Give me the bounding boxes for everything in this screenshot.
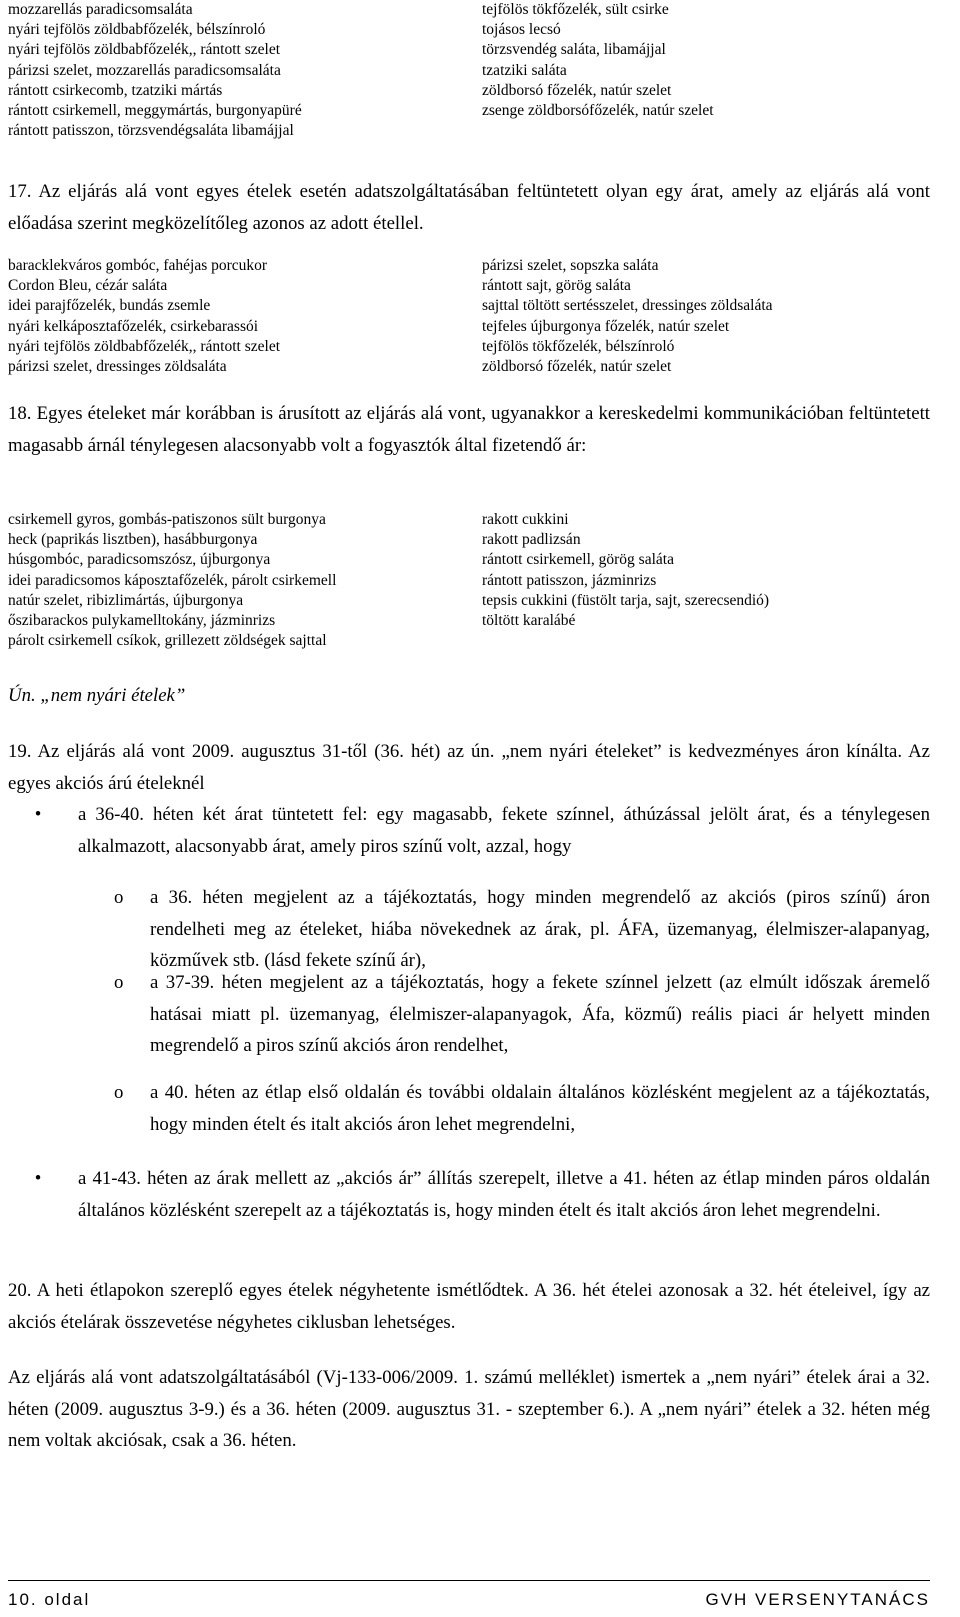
list-18-right <box>482 510 948 651</box>
list-item: nyári tejfölös zöldbabfőzelék,, rántott szelet <box>8 337 281 355</box>
list-item: rakott padlizsán <box>482 531 581 549</box>
food-list-18 <box>8 510 948 651</box>
list-item: húsgombóc, paradicsomszósz, újburgonya <box>8 551 271 569</box>
list-item: zöldborsó főzelék, natúr szelet <box>482 358 672 376</box>
section-heading: Ún. „nem nyári ételek” <box>8 685 186 706</box>
top-list-right <box>482 0 948 141</box>
list-item: zöldborsó főzelék, natúr szelet <box>482 81 672 99</box>
list-item: tejfölös tökfőzelék, bélszínroló <box>482 337 675 355</box>
top-list-left <box>8 0 482 141</box>
list-item: baracklekváros gombóc, fahéjas porcukor <box>8 257 268 274</box>
list-item: rántott sajt, görög saláta <box>482 277 631 295</box>
bullet-item <box>8 1163 930 1226</box>
list-item: heck (paprikás lisztben), hasábburgonya <box>8 531 258 549</box>
sub-bullet-item <box>8 967 930 1062</box>
circle-bullet-icon: o <box>114 1082 124 1103</box>
sub-bullet-text: a 37-39. héten megjelent az a tájékoztatás, hogy a fekete színnel jelzett (az elmúlt időszak áremelő hatásai miatt pl. üzemanyag, élelmiszer-alapanyagok, Áfa, közmű) reális piaci ár helyett minden megrendelő a piros színű akciós áron rendelhet, <box>150 972 930 1056</box>
top-food-list <box>8 0 948 141</box>
list-item: rántott csirkemell, görög saláta <box>482 551 674 569</box>
paragraph-18: 18. Egyes ételeket már korábban is árusított az eljárás alá vont, ugyanakkor a kereskedelmi kommunikációban feltüntetett magasabb árnál ténylegesen alacsonyabb volt a fogyasztók által fizetendő ár: <box>8 403 930 456</box>
paragraph-20: 20. A heti étlapokon szereplő egyes ételek négyhetente ismétlődtek. A 36. hét ételei azonosak a 32. hét ételeivel, így az akciós ételárak összevetése négyhetes ciklusban lehetséges. <box>8 1280 930 1333</box>
list-item: párizsi szelet, sopszka saláta <box>482 257 659 274</box>
sub-bullet-item <box>8 1077 930 1140</box>
list-17-left <box>8 256 482 377</box>
list-item: tepsis cukkini (füstölt tarja, sajt, szerecsendió) <box>482 591 770 609</box>
list-item: párolt csirkemell csíkok, grillezett zöldségek sajttal <box>8 632 327 650</box>
paragraph-closing: Az eljárás alá vont adatszolgáltatásából (Vj-133-006/2009. 1. számú melléklet) ismertek a „nem nyári” ételek árai a 32. héten (2009. augusztus 3-9.) és a 36. héten (2009. augusztus 31. - szeptember 6.). A „nem nyári” ételek a 32. héten még nem voltak akciósak, csak a 36. héten. <box>8 1367 930 1451</box>
list-item: rántott csirkecomb, tzatziki mártás <box>8 81 223 99</box>
bullet-text: a 41-43. héten az árak mellett az „akciós ár” állítás szerepelt, illetve a 41. héten az étlap minden páros oldalán általános közlésként szerepelt az a tájékoztatás is, hogy minden ételt és italt akciós áron lehet megrendelni. <box>78 1168 930 1221</box>
bullet-icon: • <box>34 804 42 825</box>
list-item: nyári tejfölös zöldbabfőzelék,, rántott szelet <box>8 41 281 59</box>
list-item: idei parajfőzelék, bundás zsemle <box>8 297 211 315</box>
paragraph-19: 19. Az eljárás alá vont 2009. augusztus 31-től (36. hét) az ún. „nem nyári ételeket” is kedvezményes áron kínálta. Az egyes akciós árú ételeknél <box>8 741 930 794</box>
page-footer <box>8 1590 930 1610</box>
list-item: idei paradicsomos káposztafőzelék, párolt csirkemell <box>8 571 337 589</box>
list-item: párizsi szelet, dressinges zöldsaláta <box>8 358 227 376</box>
list-item: töltött karalábé <box>482 612 576 630</box>
list-item: tejfeles újburgonya főzelék, natúr szelet <box>482 317 730 335</box>
list-17-right <box>482 256 948 377</box>
list-item: sajttal töltött sertésszelet, dressinges zöldsaláta <box>482 297 773 315</box>
list-item: tojásos lecsó <box>482 21 561 39</box>
list-18-left <box>8 510 482 651</box>
list-item: tzatziki saláta <box>482 61 567 79</box>
list-item: tejfölös tökfőzelék, sült csirke <box>482 1 669 18</box>
list-item: párizsi szelet, mozzarellás paradicsomsaláta <box>8 61 281 79</box>
list-item: nyári kelkáposztafőzelék, csirkebarassói <box>8 317 259 335</box>
bullet-text: a 36-40. héten két árat tüntetett fel: egy magasabb, fekete színnel, áthúzással jelölt árat, és a ténylegesen alkalmazott, alacsonyabb árat, amely piros színű volt, azzal, hogy <box>78 804 930 857</box>
list-item: natúr szelet, ribizlimártás, újburgonya <box>8 591 244 609</box>
bullet-icon: • <box>34 1168 42 1189</box>
list-item: zsenge zöldborsófőzelék, natúr szelet <box>482 102 714 120</box>
list-item: rántott csirkemell, meggymártás, burgonyapüré <box>8 102 302 120</box>
footer-organization: GVH VERSENYTANÁCS <box>705 1590 930 1609</box>
list-item: csirkemell gyros, gombás-patiszonos sült burgonya <box>8 511 326 528</box>
list-item: rántott patisszon, törzsvendégsaláta libamájjal <box>8 122 294 140</box>
sub-bullet-item <box>8 882 930 977</box>
footer-divider <box>8 1580 930 1581</box>
list-item: Cordon Bleu, cézár saláta <box>8 277 168 295</box>
paragraph-17: 17. Az eljárás alá vont egyes ételek esetén adatszolgáltatásában feltüntetett olyan egy árat, amely az eljárás alá vont előadása szerint megközelítőleg azonos az adott étellel. <box>8 181 930 234</box>
bullet-item <box>8 799 930 862</box>
list-item: őszibarackos pulykamelltokány, jázminrizs <box>8 612 276 630</box>
list-item: törzsvendég saláta, libamájjal <box>482 41 666 59</box>
sub-bullet-text: a 40. héten az étlap első oldalán és további oldalain általános közlésként megjelent az a tájékoztatás, hogy minden ételt és italt akciós áron lehet megrendelni, <box>150 1082 930 1135</box>
circle-bullet-icon: o <box>114 972 124 993</box>
food-list-17 <box>8 256 948 377</box>
sub-bullet-text: a 36. héten megjelent az a tájékoztatás, hogy minden megrendelő az akciós (piros színű) áron rendelheti meg az ételeket, hiába növekednek az árak, pl. ÁFA, üzemanyag, élelmiszer-alapanyag, közművek stb. (lásd fekete színű ár), <box>150 887 930 971</box>
page-number: 10. oldal <box>8 1590 91 1609</box>
circle-bullet-icon: o <box>114 887 124 908</box>
list-item: mozzarellás paradicsomsaláta <box>8 1 193 18</box>
list-item: rántott patisszon, jázminrizs <box>482 571 657 589</box>
list-item: rakott cukkini <box>482 511 569 528</box>
list-item: nyári tejfölös zöldbabfőzelék, bélszínroló <box>8 21 266 39</box>
